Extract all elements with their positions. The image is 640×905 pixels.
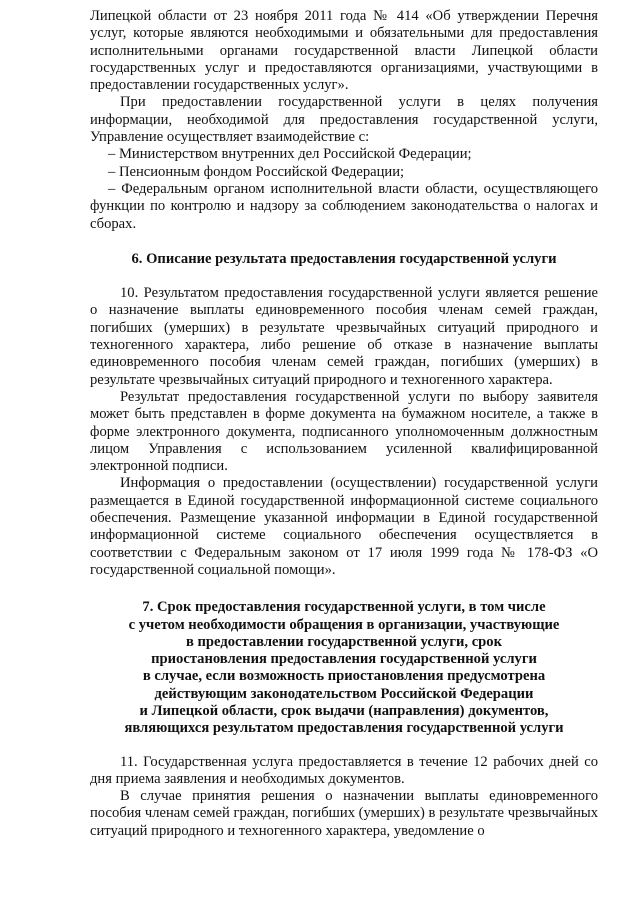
section-7-heading-line: приостановления предоставления государственной услуги — [151, 651, 537, 668]
section-7-heading-line: и Липецкой области, срок выдачи (направления) документов, — [139, 702, 549, 719]
section-6-paragraph-2: Результат предоставления государственной услуги по выбору заявителя может быть представлен в форме документа на бумажном носителе, а также в форме электронного документа, подписанного уполномоченным должностным лицом Управления с использованием усиленной квалифицированной электронной подписи. — [90, 388, 598, 475]
intro-paragraph-2: При предоставлении государственной услуги в целях получения информации, необходимой для предоставления государственной услуги, Управление осуществляет взаимодействие с: — [90, 94, 598, 146]
list-item-pfr: – Пенсионным фондом Российской Федерации; — [108, 163, 405, 180]
intro-paragraph-1: Липецкой области от 23 ноября 2011 года № 414 «Об утверждении Перечня услуг, которые являются необходимыми и обязательными для предоставления исполнительными органами государственной власти Липецкой области государственных услуг и предоставляются организациями, участвующими в предоставлении государственных услуг». — [90, 8, 598, 94]
section-7-heading-line: с учетом необходимости обращения в организации, участвующие — [128, 616, 560, 633]
list-item-mvd: – Министерством внутренних дел Российской Федерации; — [108, 146, 472, 163]
section-7-paragraph-2: В случае принятия решения о назначении выплаты единовременного пособия членам семей граждан, погибших (умерших) в результате чрезвычайных ситуаций природного и техногенного характера, уведомление о — [90, 788, 598, 839]
section-7-heading-line: являющихся результатом предоставления государственной услуги — [124, 720, 564, 737]
section-7-paragraph-1: 11. Государственная услуга предоставляется в течение 12 рабочих дней со дня приема заявления и необходимых документов. — [90, 753, 598, 787]
document-page — [90, 8, 598, 840]
section-7-heading-line: действующим законодательством Российской Федерации — [154, 685, 534, 702]
section-6-heading: 6. Описание результата предоставления государственной услуги — [131, 250, 557, 267]
section-6-paragraph-3: Информация о предоставлении (осуществлении) государственной услуги размещается в Единой государственной информационной системе социального обеспечения. Размещение указанной информации в Единой государственной информационной системе социального обеспечения осуществляется в соответствии с Федеральным законом от 17 июля 1999 года № 178-ФЗ «О государственной социальной помощи». — [90, 475, 598, 578]
section-7-heading-line: в случае, если возможность приостановления предусмотрена — [142, 668, 546, 685]
list-item-tax: – Федеральным органом исполнительной власти области, осуществляющего функции по контролю и надзору за соблюдением законодательства о налогах и сборах. — [90, 180, 598, 232]
section-7-heading-line: в предоставлении государственной услуги, срок — [185, 633, 502, 650]
section-7-heading-line: 7. Срок предоставления государственной услуги, в том числе — [142, 599, 546, 616]
section-6-paragraph-1: 10. Результатом предоставления государственной услуги является решение о назначение выплаты единовременного пособия членам семей граждан, погибших (умерших) в результате чрезвычайных ситуаций природного и техногенного характера, либо решение об отказе в назначение выплаты единовременного пособия членам семей граждан, погибших (умерших) в результате чрезвычайных ситуаций природного и техногенного характера. — [90, 285, 598, 388]
section-7-heading — [90, 599, 598, 737]
